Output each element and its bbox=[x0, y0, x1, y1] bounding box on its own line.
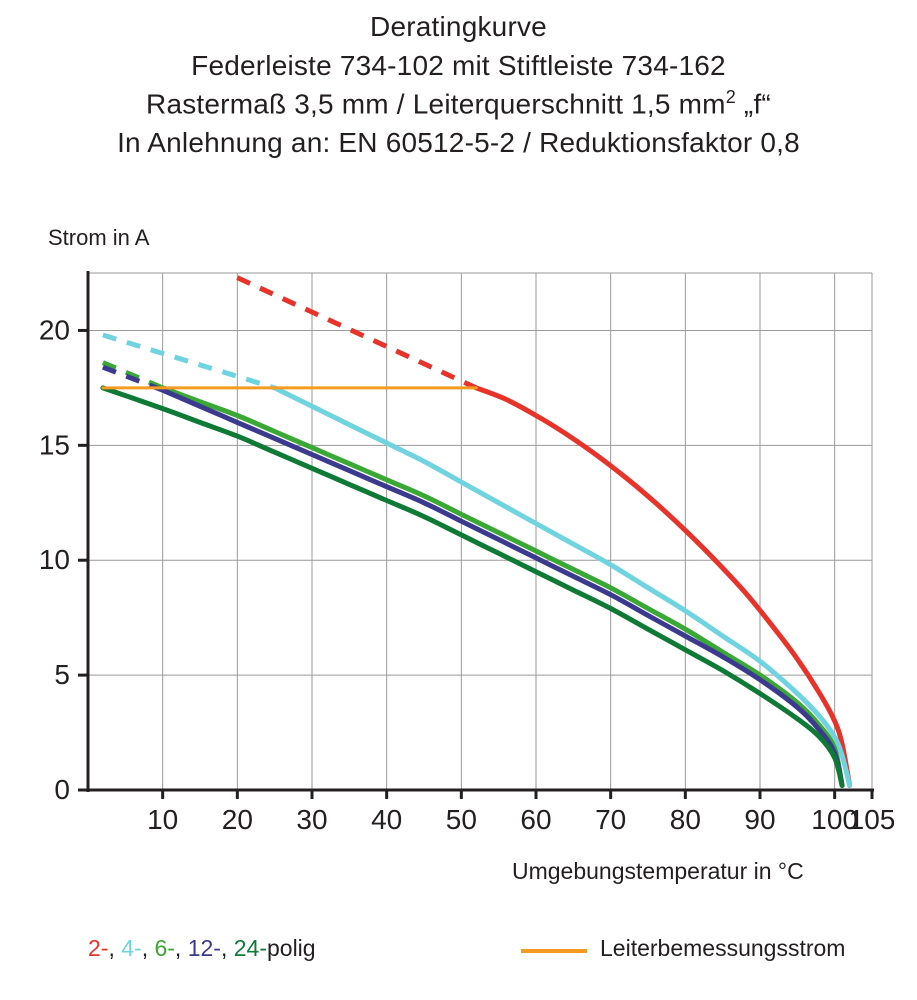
legend-separator: , bbox=[141, 935, 155, 961]
x-tick-label: 20 bbox=[221, 804, 253, 835]
legend-separator: , bbox=[220, 935, 234, 961]
legend-separator: , bbox=[174, 935, 188, 961]
legend-pole-2: 2- bbox=[88, 935, 109, 961]
title-line-3-superscript: 2 bbox=[725, 87, 736, 108]
title-line-3-tail: „f“ bbox=[735, 88, 771, 120]
chart-legend bbox=[0, 935, 917, 985]
y-tick-label: 0 bbox=[54, 774, 70, 805]
series-dashed-4-polig bbox=[103, 335, 275, 388]
x-tick-label: 40 bbox=[371, 804, 403, 835]
legend-poles bbox=[88, 935, 316, 962]
series-dashed-2-polig bbox=[237, 278, 476, 388]
legend-current-swatch bbox=[521, 949, 587, 953]
legend-poles-suffix: polig bbox=[266, 935, 316, 961]
title-line-2: Federleiste 734-102 mit Stiftleiste 734-162 bbox=[191, 49, 726, 81]
x-tick-label: 80 bbox=[669, 804, 701, 835]
legend-current-label: Leiterbemessungsstrom bbox=[600, 935, 846, 961]
y-tick-label: 15 bbox=[38, 429, 70, 461]
x-tick-label: 10 bbox=[147, 804, 179, 835]
legend-pole-4: 4- bbox=[121, 935, 142, 961]
x-tick-label: 90 bbox=[744, 804, 776, 835]
x-axis-label: Umgebungstemperatur in °C bbox=[512, 858, 804, 884]
y-axis-label: Strom in A bbox=[48, 225, 150, 250]
x-tick-label: 100 bbox=[811, 804, 859, 835]
x-tick-label: 70 bbox=[595, 804, 627, 835]
y-tick-label: 10 bbox=[38, 544, 70, 576]
legend-pole-24: 24- bbox=[233, 935, 267, 961]
series-24-polig bbox=[103, 388, 842, 786]
x-tick-label: 60 bbox=[520, 804, 552, 835]
title-line-1: Deratingkurve bbox=[370, 11, 547, 42]
x-tick-label: 105 bbox=[848, 804, 896, 835]
title-line-4: In Anlehnung an: EN 60512-5-2 / Reduktionsfaktor 0,8 bbox=[117, 127, 800, 159]
legend-separator: , bbox=[108, 935, 122, 961]
series-2-polig bbox=[476, 388, 849, 786]
x-tick-label: 50 bbox=[445, 804, 477, 835]
title-line-3-main: Rastermaß 3,5 mm / Leiterquerschnitt 1,5 mm bbox=[146, 88, 726, 120]
legend-pole-12: 12- bbox=[187, 935, 221, 961]
y-tick-label: 5 bbox=[54, 659, 70, 691]
y-tick-label: 20 bbox=[38, 314, 70, 346]
legend-pole-6: 6- bbox=[154, 935, 175, 961]
x-tick-label: 30 bbox=[296, 804, 328, 835]
